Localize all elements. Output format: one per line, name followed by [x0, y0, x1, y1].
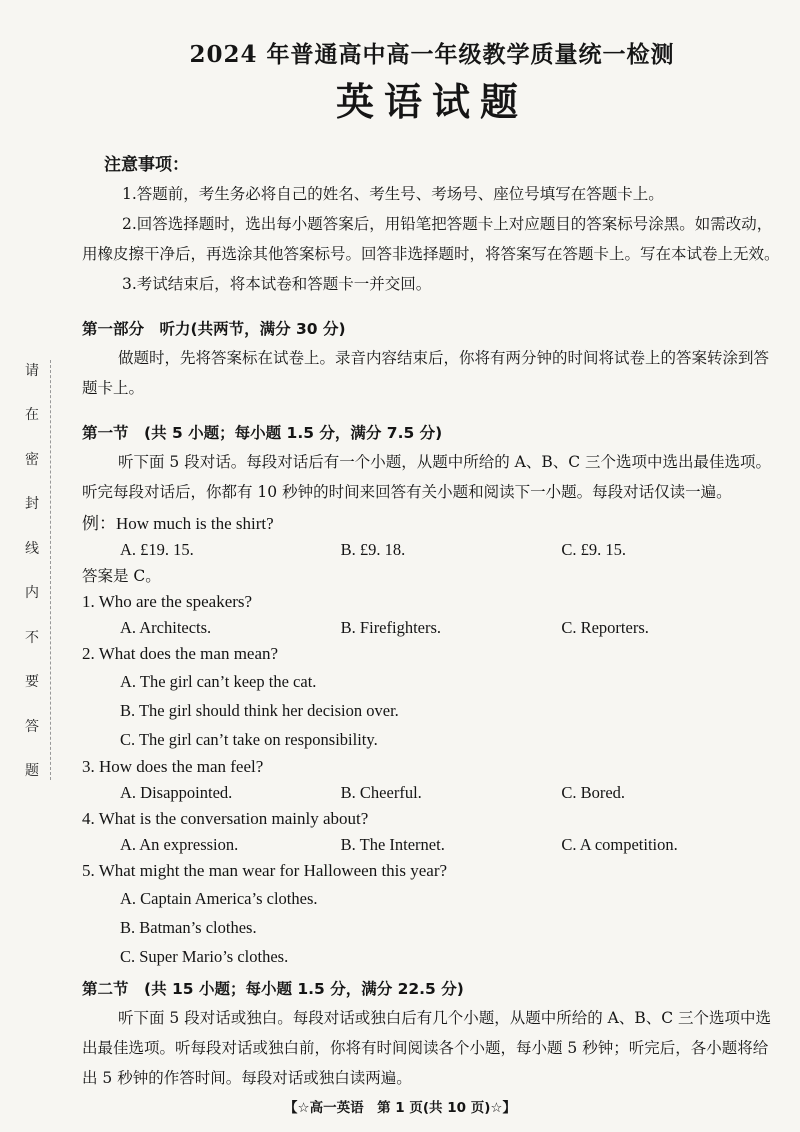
notice-title: 注意事项： — [104, 155, 189, 175]
example-options — [82, 537, 782, 563]
notice-item-1: 1.答题前，考生务必将自己的姓名、考生号、考场号、座位号填写在答题卡上。 — [122, 185, 664, 203]
question-4-options — [82, 832, 782, 858]
exam-title: 2024 年普通高中高一年级教学质量统一检测 — [189, 41, 675, 68]
example-answer: 答案是 C。 — [82, 567, 161, 585]
seal-line-notice — [18, 360, 51, 780]
question-1-option-a: A. Architects. — [120, 618, 212, 637]
seal-line-char: 要 — [25, 674, 39, 691]
example-question: 例：How much is the shirt? — [82, 514, 274, 533]
seal-line-char: 线 — [25, 540, 39, 557]
question-5-option-a: A. Captain America’s clothes. — [120, 889, 318, 908]
question-4-option-b: B. The Internet. — [340, 835, 445, 854]
question-3: 3. How does the man feel? — [82, 757, 264, 776]
seal-line-char: 题 — [25, 762, 39, 779]
question-3-option-c: C. Bored. — [561, 783, 626, 802]
part1-heading: 第一部分 听力(共两节，满分 30 分) — [82, 320, 346, 338]
seal-line-char: 内 — [25, 585, 39, 602]
question-1: 1. Who are the speakers? — [82, 592, 253, 611]
notice-item-2: 2.回答选择题时，选出每小题答案后，用铅笔把答题卡上对应题目的答案标号涂黑。如需改动，用橡皮擦干净后，再选涂其他答案标号。回答非选择题时，将答案写在答题卡上。写在本试卷上无效。 — [82, 215, 780, 263]
question-3-options — [82, 780, 782, 806]
notice-item-3: 3.考试结束后，将本试卷和答题卡一并交回。 — [122, 275, 432, 293]
question-1-option-b: B. Firefighters. — [340, 618, 442, 637]
question-5-option-c: C. Super Mario’s clothes. — [120, 947, 289, 966]
question-4: 4. What is the conversation mainly about? — [82, 809, 369, 828]
page-footer: 【☆高一英语 第 1 页(共 10 页)☆】 — [283, 1100, 517, 1116]
seal-line-char: 封 — [25, 496, 39, 513]
section1-heading: 第一节 (共 5 小题；每小题 1.5 分，满分 7.5 分) — [82, 424, 443, 442]
question-2: 2. What does the man mean? — [82, 644, 279, 663]
question-4-option-a: A. An expression. — [120, 835, 239, 854]
example-option-c: C. £9. 15. — [561, 540, 626, 559]
question-3-option-a: A. Disappointed. — [120, 783, 233, 802]
question-2-option-a: A. The girl can’t keep the cat. — [120, 672, 317, 691]
example-option-a: A. £19. 15. — [120, 540, 194, 559]
part1-intro: 做题时，先将答案标在试卷上。录音内容结束后，你将有两分钟的时间将试卷上的答案转涂到答题卡上。 — [82, 349, 770, 397]
page-content — [82, 36, 782, 1093]
question-1-option-c: C. Reporters. — [561, 618, 649, 637]
seal-line-char: 不 — [25, 629, 39, 646]
seal-line-char: 请 — [25, 363, 39, 379]
question-2-option-b: B. The girl should think her decision over. — [120, 701, 399, 720]
question-1-options — [82, 615, 782, 641]
seal-line-char: 密 — [25, 451, 39, 468]
seal-line-char: 在 — [25, 407, 39, 424]
notice-block — [82, 150, 782, 299]
seal-line-char: 答 — [25, 718, 39, 735]
question-5: 5. What might the man wear for Halloween this year? — [82, 861, 448, 880]
section2-intro: 听下面 5 段对话或独白。每段对话或独白后有几个小题，从题中所给的 A、B、C 三个选项中选出最佳选项。听每段对话或独白前，你将有时间阅读各个小题，每小题 5 秒钟；听完后，各小题将给出 5 秒钟的作答时间。每段对话或独白读两遍。 — [82, 1009, 772, 1087]
section1-intro: 听下面 5 段对话。每段对话后有一个小题，从题中所给的 A、B、C 三个选项中选出最佳选项。听完每段对话后，你都有 10 秒钟的时间来回答有关小题和阅读下一小题。每段对话仅读一遍。 — [82, 453, 772, 501]
section2-heading: 第二节 (共 15 小题；每小题 1.5 分，满分 22.5 分) — [82, 980, 464, 998]
question-2-option-c: C. The girl can’t take on responsibility. — [120, 730, 378, 749]
question-list — [82, 589, 782, 971]
question-3-option-b: B. Cheerful. — [340, 783, 422, 802]
example-option-b: B. £9. 18. — [340, 540, 406, 559]
exam-subject: 英语试题 — [335, 79, 528, 124]
question-4-option-c: C. A competition. — [561, 835, 678, 854]
question-5-option-b: B. Batman’s clothes. — [120, 918, 257, 937]
